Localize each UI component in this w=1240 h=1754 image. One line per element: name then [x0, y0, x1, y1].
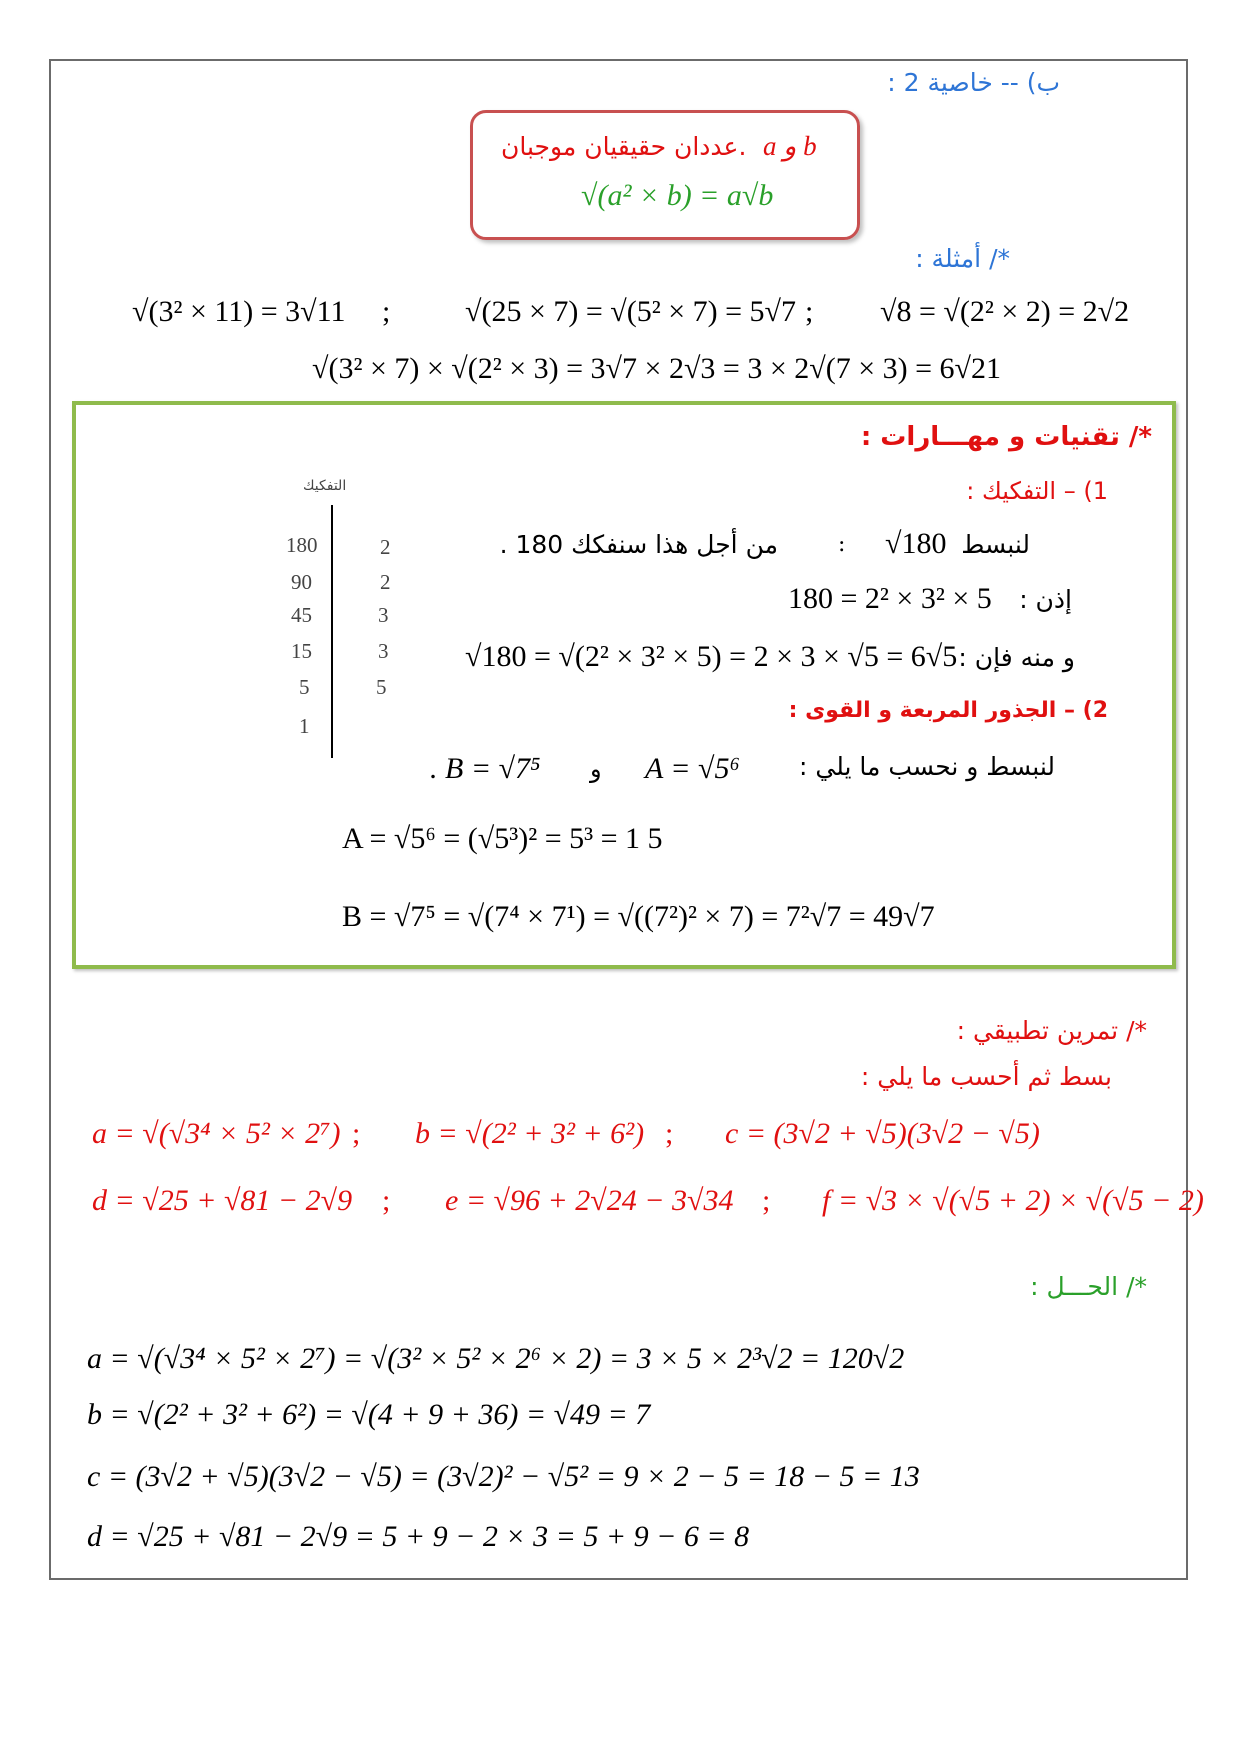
section1-line1-expr: √180	[885, 527, 947, 560]
solution-c: c = (3√2 + √5)(3√2 − √5) = (3√2)² − √5² = 9 × 2 − 5 = 18 − 5 = 13	[87, 1460, 920, 1493]
solution-d: d = √25 + √81 − 2√9 = 5 + 9 − 2 × 3 = 5 + 9 − 6 = 8	[87, 1520, 750, 1553]
property-statement	[501, 131, 817, 162]
decomp-left-4: 15	[291, 639, 312, 663]
decomp-left-3: 45	[291, 603, 312, 627]
section1-heading: 1) – التفكيك :	[966, 477, 1108, 505]
property-statement-vars: a و b	[763, 131, 817, 161]
decomp-left-5: 5	[299, 675, 310, 699]
section2-intro: لنبسط و نحسب ما يلي :	[799, 752, 1055, 781]
section2-solution-a: A = √5⁶ = (√5³)² = 5³ = 1 5	[342, 822, 663, 855]
property-heading: ب) -- خاصية 2 :	[887, 68, 1060, 97]
example-2: √(25 × 7) = √(5² × 7) = 5√7	[465, 295, 797, 328]
exercise-f: f = √3 × √(√5 + 2) × √(√5 − 2)	[822, 1184, 1204, 1217]
solution-a: a = √(√3⁴ × 5² × 2⁷) = √(3² × 5² × 2⁶ × 2) = 3 × 5 × 2³√2 = 120√2	[87, 1342, 905, 1375]
section1-line1-colon: :	[838, 532, 846, 557]
section2-heading: 2) – الجذور المربعة و القوى :	[788, 698, 1108, 723]
exercise-e: e = √96 + 2√24 − 3√34	[445, 1184, 734, 1217]
decomp-right-3: 3	[378, 603, 389, 627]
example-3: √(3² × 11) = 3√11	[132, 295, 346, 328]
property-formula: √(a² × b) = a√b	[581, 179, 774, 212]
section2-expr-b: . B = √7⁵	[430, 752, 541, 785]
solution-heading: */ الحـــل :	[1030, 1272, 1147, 1301]
decomp-left-2: 90	[291, 570, 312, 594]
exercise-instruction: بسط ثم أحسب ما يلي :	[860, 1062, 1112, 1091]
decomposition-label: التفكيك	[303, 478, 347, 494]
decomp-left-1: 180	[286, 533, 318, 557]
section2-solution-b: B = √7⁵ = √(7⁴ × 7¹) = √((7²)² × 7) = 7²√7 = 49√7	[342, 900, 935, 933]
exercise-sep-2: ;	[665, 1117, 674, 1150]
decomp-right-2: 2	[380, 570, 391, 594]
exercise-c: c = (3√2 + √5)(3√2 − √5)	[725, 1117, 1040, 1150]
decomposition-divider	[331, 505, 333, 758]
section2-expr-a: A = √5⁶	[645, 752, 740, 785]
section1-line2-expr: 180 = 2² × 3² × 5	[788, 582, 992, 615]
example-separator-2: ;	[382, 295, 391, 328]
section1-line3-expr: √180 = √(2² × 3² × 5) = 2 × 3 × √5 = 6√5	[465, 640, 958, 673]
exercise-sep-3: ;	[382, 1184, 391, 1217]
decomp-left-6: 1	[299, 714, 310, 738]
examples-heading: */ أمثلة :	[915, 244, 1010, 273]
exercise-a: a = √(√3⁴ × 5² × 2⁷)	[92, 1117, 341, 1150]
property-statement-text: عددان حقيقيان موجبان.	[501, 132, 747, 161]
example-1: √8 = √(2² × 2) = 2√2	[880, 295, 1130, 328]
section2-and: و	[590, 755, 602, 783]
decomp-right-4: 3	[378, 639, 389, 663]
property-box	[470, 110, 860, 240]
exercise-sep-4: ;	[762, 1184, 771, 1217]
section1-line3-text: و منه فإن :	[958, 643, 1075, 672]
example-4: √(3² × 7) × √(2² × 3) = 3√7 × 2√3 = 3 × 2√(7 × 3) = 6√21	[312, 352, 1001, 385]
exercise-heading: */ تمرين تطبيقي :	[956, 1016, 1147, 1045]
techniques-heading: */ تقنيات و مهـــارات :	[860, 422, 1152, 452]
decomp-right-5: 5	[376, 675, 387, 699]
section1-line2-text: إذن :	[1019, 585, 1072, 614]
exercise-b: b = √(2² + 3² + 6²)	[415, 1117, 645, 1150]
example-separator-1: ;	[805, 295, 814, 328]
solution-b: b = √(2² + 3² + 6²) = √(4 + 9 + 36) = √49 = 7	[87, 1398, 651, 1431]
decomp-right-1: 2	[380, 535, 391, 559]
exercise-sep-1: ;	[352, 1117, 361, 1150]
section1-line1-rest: من أجل هذا سنفكك 180 .	[499, 530, 778, 559]
section1-line1-text: لنبسط	[961, 530, 1030, 559]
exercise-d: d = √25 + √81 − 2√9	[92, 1184, 353, 1217]
